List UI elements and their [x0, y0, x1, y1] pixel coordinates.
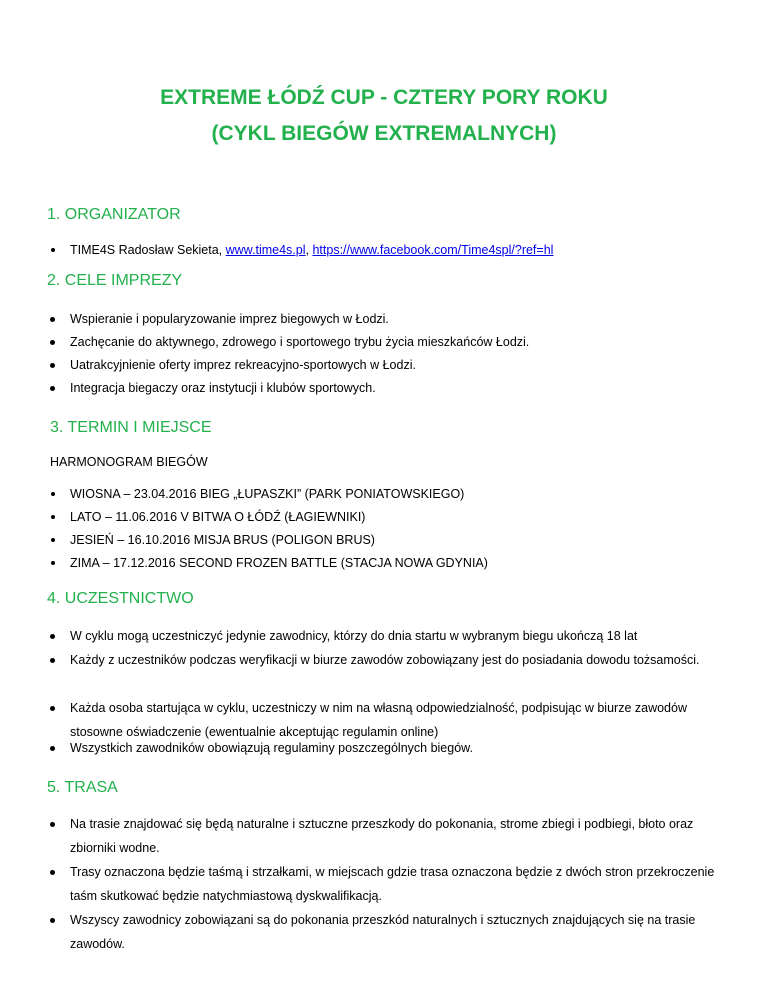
list-item	[70, 238, 730, 262]
list-item	[70, 505, 730, 529]
list-item-text: Uatrakcyjnienie oferty imprez rekreacyjno-sportowych w Łodzi.	[70, 358, 416, 372]
list-item-text: JESIEŃ – 16.10.2016 MISJA BRUS (POLIGON BRUS)	[70, 533, 375, 547]
list-item-text: Zachęcanie do aktywnego, zdrowego i sportowego trybu życia mieszkańców Łodzi.	[70, 335, 530, 349]
list-item-text: ZIMA – 17.12.2016 SECOND FROZEN BATTLE (STACJA NOWA GDYNIA)	[70, 556, 488, 570]
list-item	[70, 736, 730, 760]
list-item	[70, 330, 730, 354]
bullet-icon	[50, 746, 55, 751]
list-item	[70, 624, 730, 648]
list-item-text: Każda osoba startująca w cyklu, uczestniczy w nim na własną odpowiedzialność, podpisując w biurze zawodów stosowne oświadczenie (ewentualnie akceptując regulamin online)	[70, 701, 687, 739]
schedule-subheading: HARMONOGRAM BIEGÓW	[50, 455, 208, 469]
list-item	[70, 528, 730, 552]
section-heading-termin: 3. TERMIN I MIEJSCE	[50, 419, 212, 436]
bullet-icon	[50, 918, 55, 923]
list-item-text: LATO – 11.06.2016 V BITWA O ŁÓDŹ (ŁAGIEWNIKI)	[70, 510, 366, 524]
list-item-text: Wszyscy zawodnicy zobowiązani są do pokonania przeszkód naturalnych i sztucznych znajdujących się na trasie zawodów.	[70, 913, 696, 951]
list-item	[70, 551, 730, 575]
section-heading-cele: 2. CELE IMPREZY	[47, 272, 183, 289]
document-title: EXTREME ŁÓDŹ CUP - CZTERY PORY ROKU	[160, 86, 608, 109]
bullet-icon	[50, 386, 55, 391]
list-item-text: Integracja biegaczy oraz instytucji i klubów sportowych.	[70, 381, 376, 395]
bullet-icon	[50, 658, 55, 663]
list-item-text: WIOSNA – 23.04.2016 BIEG „ŁUPASZKI” (PARK PONIATOWSKIEGO)	[70, 487, 465, 501]
list-item	[70, 860, 730, 908]
section-heading-uczestnictwo: 4. UCZESTNICTWO	[47, 590, 194, 607]
bullet-icon	[51, 515, 55, 519]
bullet-icon	[51, 561, 55, 565]
list-item-text: Wszystkich zawodników obowiązują regulaminy poszczególnych biegów.	[70, 741, 473, 755]
bullet-icon	[50, 706, 55, 711]
list-item-text: Na trasie znajdować się będą naturalne i sztuczne przeszkody do pokonania, strome zbiegi i podbiegi, błoto oraz zbiorniki wodne.	[70, 817, 694, 855]
document-subtitle: (CYKL BIEGÓW EXTREMALNYCH)	[211, 122, 557, 145]
list-item	[70, 908, 730, 956]
list-item	[70, 376, 730, 400]
bullet-icon	[51, 248, 55, 252]
list-item	[70, 482, 730, 506]
section-heading-organizator: 1. ORGANIZATOR	[47, 206, 181, 223]
list-item-text: Wspieranie i popularyzowanie imprez biegowych w Łodzi.	[70, 312, 389, 326]
bullet-icon	[50, 870, 55, 875]
bullet-icon	[50, 822, 55, 827]
link-separator: ,	[305, 243, 313, 257]
list-item	[70, 648, 730, 672]
bullet-icon	[50, 363, 55, 368]
list-item	[70, 353, 730, 377]
list-item-text: Każdy z uczestników podczas weryfikacji w biurze zawodów zobowiązany jest do posiadania dowodu tożsamości.	[70, 653, 700, 667]
organizer-facebook-link[interactable]: https://www.facebook.com/Time4spl/?ref=hl	[312, 243, 554, 257]
bullet-icon	[51, 538, 55, 542]
bullet-icon	[50, 340, 55, 345]
list-item	[70, 307, 730, 331]
section-heading-trasa: 5. TRASA	[47, 779, 118, 796]
bullet-icon	[50, 634, 55, 639]
list-item-text: W cyklu mogą uczestniczyć jedynie zawodnicy, którzy do dnia startu w wybranym biegu ukończą 18 lat	[70, 629, 638, 643]
organizer-text: TIME4S Radosław Sekieta,	[70, 243, 226, 257]
bullet-icon	[51, 492, 55, 496]
list-item-text: Trasy oznaczona będzie taśmą i strzałkami, w miejscach gdzie trasa oznaczona będzie z dwóch stron przekroczenie taśm skutkować będzie natychmiastową dyskwalifikacją.	[70, 865, 715, 903]
list-item	[70, 812, 730, 860]
organizer-website-link[interactable]: www.time4s.pl	[225, 243, 306, 257]
bullet-icon	[50, 317, 55, 322]
